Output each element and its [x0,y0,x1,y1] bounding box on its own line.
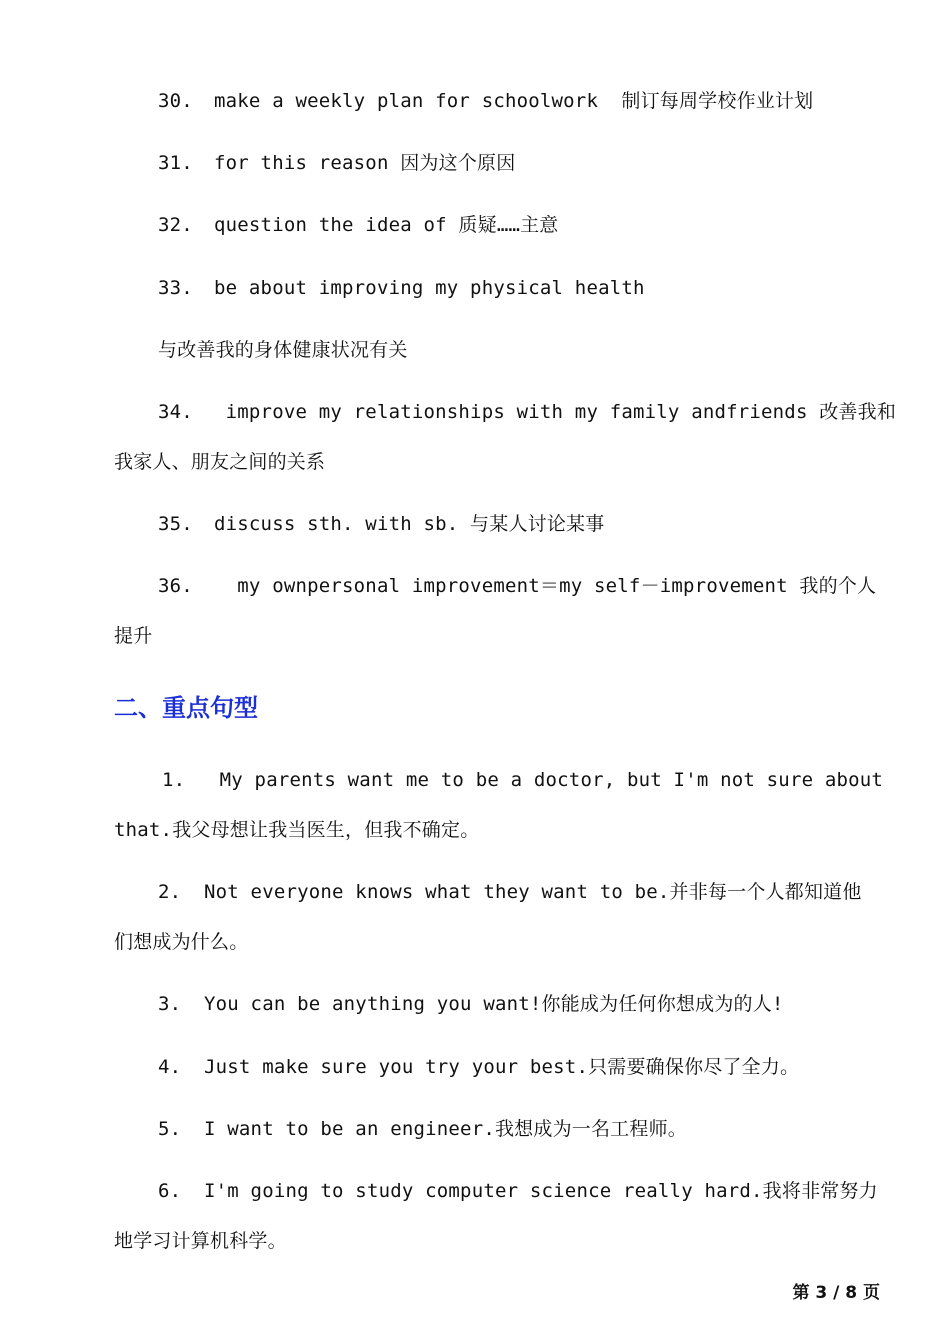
phrase-text: improve my relationships with my family andfriends 改善我和 [214,401,897,423]
phrase-number: 35. [158,513,193,535]
phrase-text: my ownpersonal improvement＝my self－improvement 我的个人 [214,575,877,597]
sentence-number: 2. [158,881,182,903]
sentence-1-continuation [114,818,479,842]
phrase-text: 提升 [114,625,153,647]
phrase-text: discuss sth. with sb. 与某人讨论某事 [214,513,605,535]
sentence-2-continuation [114,930,248,954]
phrase-number: 31. [158,152,193,174]
phrase-34 [158,400,896,424]
phrase-text: 与改善我的身体健康状况有关 [158,339,408,361]
sentence-2 [158,880,862,904]
sentence-text: My parents want me to be a doctor, but I'm not sure about [208,769,884,791]
phrase-31 [158,151,515,175]
sentence-text: You can be anything you want!你能成为任何你想成为的人! [204,993,784,1015]
phrase-number: 32. [158,214,193,236]
phrase-35 [158,512,604,536]
phrase-number: 30. [158,90,193,112]
sentence-text: I'm going to study computer science really hard.我将非常努力 [204,1180,878,1202]
sentence-6 [158,1179,878,1203]
sentence-1 [162,768,883,792]
sentence-5 [158,1117,687,1141]
phrase-33 [158,276,645,300]
phrase-32 [158,213,559,237]
sentence-text: 们想成为什么。 [114,931,249,953]
sentence-text: I want to be an engineer.我想成为一名工程师。 [204,1118,687,1140]
sentence-text: Just make sure you try your best.只需要确保你尽了全力。 [204,1056,800,1078]
sentence-text: that.我父母想让我当医生，但我不确定。 [114,819,480,841]
sentence-text: 地学习计算机科学。 [114,1230,287,1252]
phrase-number: 34. [158,401,193,423]
sentence-number: 6. [158,1180,182,1202]
phrase-34-continuation [114,450,325,474]
sentence-number: 4. [158,1056,182,1078]
sentence-3 [158,992,784,1016]
sentence-4 [158,1055,799,1079]
sentence-text: Not everyone knows what they want to be.并非每一个人都知道他 [204,881,862,903]
phrase-33-translation [158,338,408,362]
section-heading: 二、重点句型 [114,694,258,722]
sentence-number: 1. [162,769,186,791]
phrase-number: 33. [158,277,193,299]
page-number: 第 3 / 8 页 [792,1283,880,1303]
phrase-text: for this reason 因为这个原因 [214,152,516,174]
phrase-36-continuation [114,624,152,648]
phrase-text: be about improving my physical health [214,277,645,299]
sentence-6-continuation [114,1229,287,1253]
phrase-36 [158,574,876,598]
sentence-number: 3. [158,993,182,1015]
phrase-text: question the idea of 质疑……主意 [214,214,559,236]
phrase-text: 我家人、朋友之间的关系 [114,451,326,473]
phrase-text: make a weekly plan for schoolwork 制订每周学校作业计划 [214,90,814,112]
phrase-number: 36. [158,575,193,597]
phrase-30 [158,89,813,113]
sentence-number: 5. [158,1118,182,1140]
